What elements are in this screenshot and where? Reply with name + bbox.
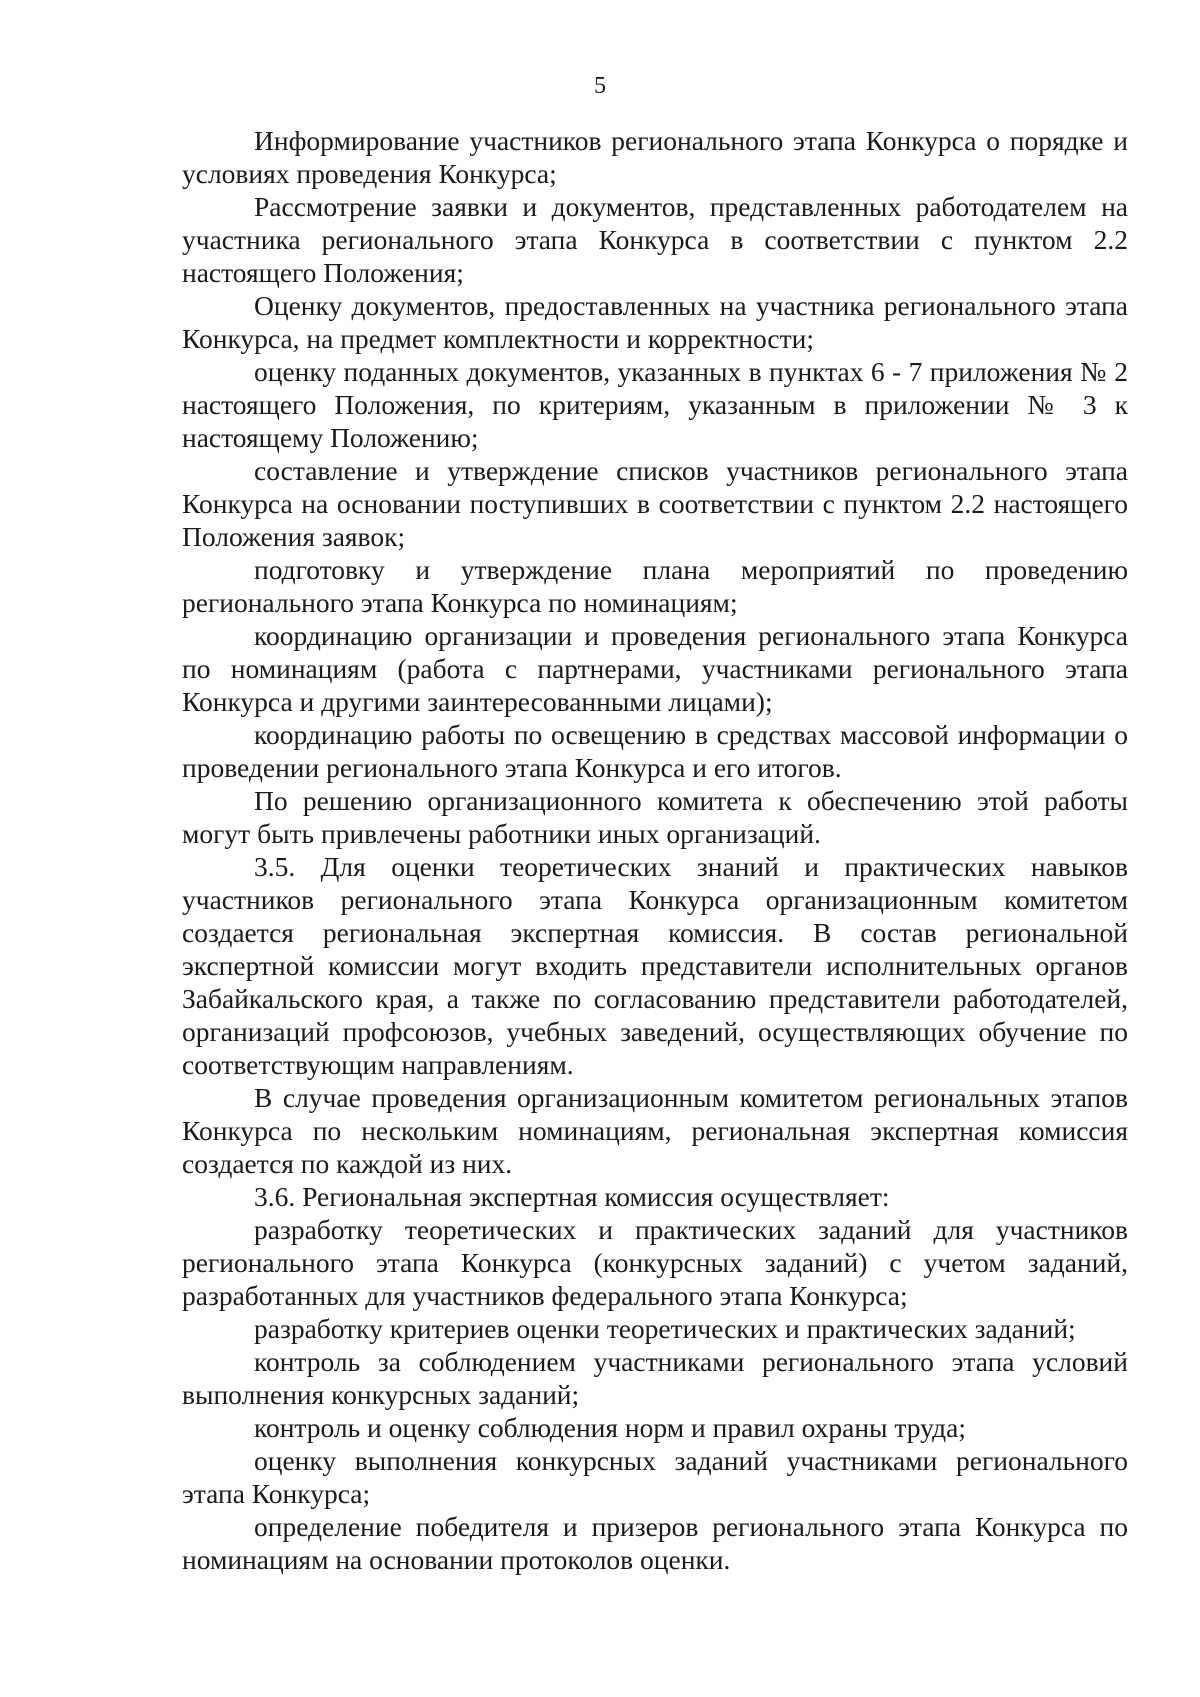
paragraph: координацию работы по освещению в средствах массовой информации о проведении регионального этапа Конкурса и его итогов. <box>182 719 1128 783</box>
paragraph: составление и утверждение списков участников регионального этапа Конкурса на основании поступивших в соответствии с пунктом 2.2 настоящего Положения заявок; <box>182 455 1128 552</box>
paragraph: разработку критериев оценки теоретических и практических заданий; <box>254 1313 1076 1344</box>
paragraph: Информирование участников регионального этапа Конкурса о порядке и условиях проведения Конкурса; <box>182 125 1128 189</box>
paragraph: контроль за соблюдением участниками регионального этапа условий выполнения конкурсных заданий; <box>182 1346 1128 1410</box>
paragraph: Рассмотрение заявки и документов, представленных работодателем на участника регионального этапа Конкурса в соответствии с пунктом 2.2 настоящего Положения; <box>182 191 1128 288</box>
paragraph: оценку поданных документов, указанных в пунктах 6 - 7 приложения № 2 настоящего Положения, по критериям, указанным в приложении № 3 к настоящему Положению; <box>182 356 1128 453</box>
paragraph: контроль и оценку соблюдения норм и правил охраны труда; <box>254 1412 967 1443</box>
paragraph: разработку теоретических и практических заданий для участников регионального этапа Конкурса (конкурсных заданий) с учетом заданий, разработанных для участников федерального этапа Конкурса; <box>182 1214 1128 1311</box>
paragraph: определение победителя и призеров регионального этапа Конкурса по номинациям на основании протоколов оценки. <box>182 1511 1128 1575</box>
paragraph: подготовку и утверждение плана мероприятий по проведению регионального этапа Конкурса по номинациям; <box>182 554 1128 618</box>
paragraph: координацию организации и проведения регионального этапа Конкурса по номинациям (работа с партнерами, участниками регионального этапа Конкурса и другими заинтересованными лицами); <box>182 620 1128 717</box>
paragraph: Оценку документов, предоставленных на участника регионального этапа Конкурса, на предмет комплектности и корректности; <box>182 290 1128 354</box>
paragraph: оценку выполнения конкурсных заданий участниками регионального этапа Конкурса; <box>182 1445 1128 1509</box>
paragraph: 3.5. Для оценки теоретических знаний и практических навыков участников регионального этапа Конкурса организационным комитетом создается региональная экспертная комиссия. В состав региональной экспертной комиссии могут входить представители исполнительных органов Забайкальского края, а также по согласованию представители работодателей, организаций профсоюзов, учебных заведений, осуществляющих обучение по соответствующим направлениям. <box>182 851 1128 1080</box>
paragraph: В случае проведения организационным комитетом региональных этапов Конкурса по нескольким номинациям, региональная экспертная комиссия создается по каждой из них. <box>182 1082 1128 1179</box>
paragraph: 3.6. Региональная экспертная комиссия осуществляет: <box>254 1181 890 1212</box>
document-body <box>182 124 1128 1576</box>
paragraph: По решению организационного комитета к обеспечению этой работы могут быть привлечены работники иных организаций. <box>182 785 1128 849</box>
page-number: 5 <box>594 73 606 99</box>
